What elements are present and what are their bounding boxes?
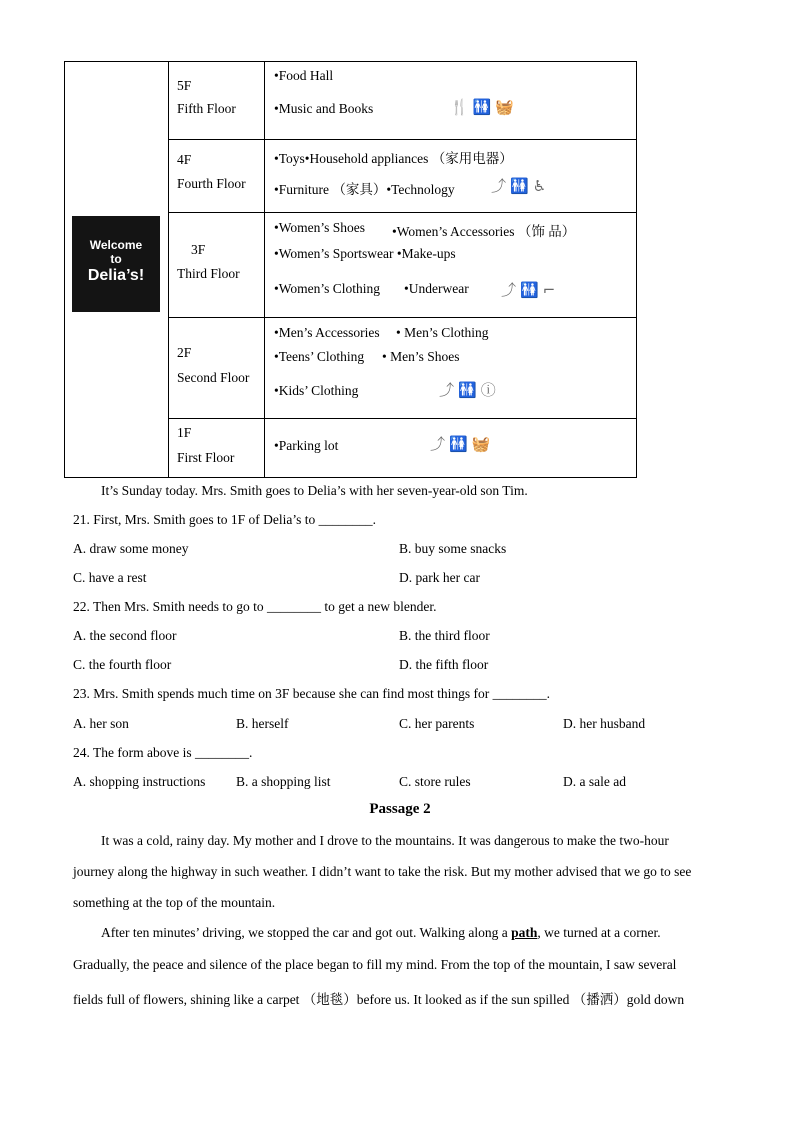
floor-name: Fourth Floor xyxy=(177,176,246,191)
floor-item: •Kids’ Clothing xyxy=(274,383,359,398)
option[interactable]: D. her husband xyxy=(563,716,646,731)
welcome-to: to xyxy=(110,252,122,266)
shopping-basket-icon: 🧺 xyxy=(495,98,519,116)
fork-knife-icon: 🍴 xyxy=(450,98,473,116)
question-stem: 22. Then Mrs. Smith needs to go to ________ to get a new blender. xyxy=(73,599,437,614)
escalator-icon: ⤴ xyxy=(501,281,521,299)
passage-line: fields full of flowers, shining like a carpet （地毯）before us. It looked as if the sun spilled （播洒）gold down xyxy=(73,992,685,1007)
info-icon: ⓘ xyxy=(480,381,500,399)
welcome-line: Welcome xyxy=(89,238,143,252)
floor-row-3f xyxy=(169,213,636,318)
floor-items xyxy=(265,318,636,418)
facility-icons xyxy=(439,379,500,400)
passage-text: , we turned at a corner. xyxy=(537,925,661,940)
facility-icons xyxy=(501,279,559,300)
floor-item: •Men’s Accessories xyxy=(274,325,380,340)
floor-row-5f xyxy=(169,62,636,140)
restroom-icon: 🚻 xyxy=(458,381,481,399)
floor-code: 2F xyxy=(177,345,192,360)
floor-row-4f xyxy=(169,140,636,213)
facility-icons xyxy=(450,98,518,116)
passage-line xyxy=(101,925,661,941)
floor-item: •Furniture （家具）•Technology xyxy=(274,182,455,197)
option[interactable]: B. buy some snacks xyxy=(399,541,507,556)
store-directory-table xyxy=(64,61,637,478)
escalator-icon: ⤴ xyxy=(430,435,450,453)
floor-name: Third Floor xyxy=(177,266,240,281)
option[interactable]: C. have a rest xyxy=(73,570,147,585)
floor-item: •Food Hall xyxy=(274,68,334,83)
floor-row-1f xyxy=(169,419,636,477)
option[interactable]: D. the fifth floor xyxy=(399,657,489,672)
question-stem: 24. The form above is ________. xyxy=(73,745,253,760)
passage-line: It was a cold, rainy day. My mother and I drove to the mountains. It was dangerous to make the two-hour xyxy=(101,833,669,848)
floor-item: • Men’s Shoes xyxy=(382,349,460,364)
welcome-store-name: Delia’s! xyxy=(87,267,145,284)
underlined-word: path xyxy=(511,925,538,940)
facility-icons xyxy=(491,175,550,196)
option[interactable]: A. shopping instructions xyxy=(73,774,206,789)
floor-item: •Music and Books xyxy=(274,101,374,116)
passage-line: Gradually, the peace and silence of the place began to fill my mind. From the top of the mountain, I saw several xyxy=(73,957,677,972)
floor-label xyxy=(169,213,265,317)
floor-items xyxy=(265,62,636,139)
floor-label xyxy=(169,318,265,418)
option[interactable]: B. herself xyxy=(236,716,289,731)
floor-item: •Women’s Shoes xyxy=(274,220,366,235)
floor-items xyxy=(265,140,636,212)
floor-code: 4F xyxy=(177,152,192,167)
option[interactable]: B. a shopping list xyxy=(236,774,331,789)
floor-label xyxy=(169,419,265,477)
floor-label xyxy=(169,140,265,212)
option[interactable]: C. the fourth floor xyxy=(73,657,172,672)
floor-items xyxy=(265,419,636,477)
escalator-icon: ⤴ xyxy=(439,381,459,399)
question-stem: 21. First, Mrs. Smith goes to 1F of Delia’s to ________. xyxy=(73,512,377,527)
restroom-icon: 🚻 xyxy=(472,98,496,116)
floor-name: Second Floor xyxy=(177,370,250,385)
passage-line: something at the top of the mountain. xyxy=(73,895,276,910)
floor-items xyxy=(265,213,636,317)
floor-item: •Women’s Clothing xyxy=(274,281,381,296)
option[interactable]: D. park her car xyxy=(399,570,480,585)
floor-code: 3F xyxy=(191,242,206,257)
floor-name: Fifth Floor xyxy=(177,101,236,116)
floor-item: •Teens’ Clothing xyxy=(274,349,365,364)
floor-row-2f xyxy=(169,318,636,419)
floor-code: 1F xyxy=(177,425,192,440)
restroom-icon: 🚻 xyxy=(520,281,543,299)
passage-text: After ten minutes’ driving, we stopped the car and got out. Walking along a xyxy=(101,925,512,940)
floor-item: •Women’s Accessories （饰 品） xyxy=(392,224,576,239)
facility-icons xyxy=(430,433,494,454)
floor-item: •Toys•Household appliances （家用电器） xyxy=(274,151,513,166)
option[interactable]: B. the third floor xyxy=(399,628,490,643)
option[interactable]: A. draw some money xyxy=(73,541,189,556)
shopping-basket-icon: 🧺 xyxy=(471,435,495,453)
option[interactable]: C. her parents xyxy=(399,716,475,731)
floor-item: •Parking lot xyxy=(274,438,339,453)
intro-text: It’s Sunday today. Mrs. Smith goes to Delia’s with her seven-year-old son Tim. xyxy=(101,483,528,498)
option[interactable]: A. the second floor xyxy=(73,628,177,643)
escalator-icon: ⤴ xyxy=(491,177,511,195)
floor-item: •Underwear xyxy=(404,281,469,296)
floor-item: • Men’s Clothing xyxy=(396,325,489,340)
floor-item: •Women’s Sportswear •Make-ups xyxy=(274,246,456,261)
stairs-icon: ⌐ xyxy=(542,281,560,299)
floor-name: First Floor xyxy=(177,450,235,465)
restroom-icon: 🚻 xyxy=(449,435,472,453)
passage-line: journey along the highway in such weather. I didn’t want to take the risk. But my mother advised that we go to see xyxy=(73,864,692,879)
option[interactable]: C. store rules xyxy=(399,774,471,789)
welcome-column xyxy=(65,62,169,477)
passage-title: Passage 2 xyxy=(369,801,431,817)
floor-code: 5F xyxy=(177,78,192,93)
welcome-sign xyxy=(72,216,160,312)
question-stem: 23. Mrs. Smith spends much time on 3F because she can find most things for ________. xyxy=(73,686,550,701)
wheelchair-icon: ♿ xyxy=(532,177,551,195)
option[interactable]: A. her son xyxy=(73,716,129,731)
option[interactable]: D. a sale ad xyxy=(563,774,626,789)
restroom-icon: 🚻 xyxy=(510,177,533,195)
floor-label xyxy=(169,62,265,139)
